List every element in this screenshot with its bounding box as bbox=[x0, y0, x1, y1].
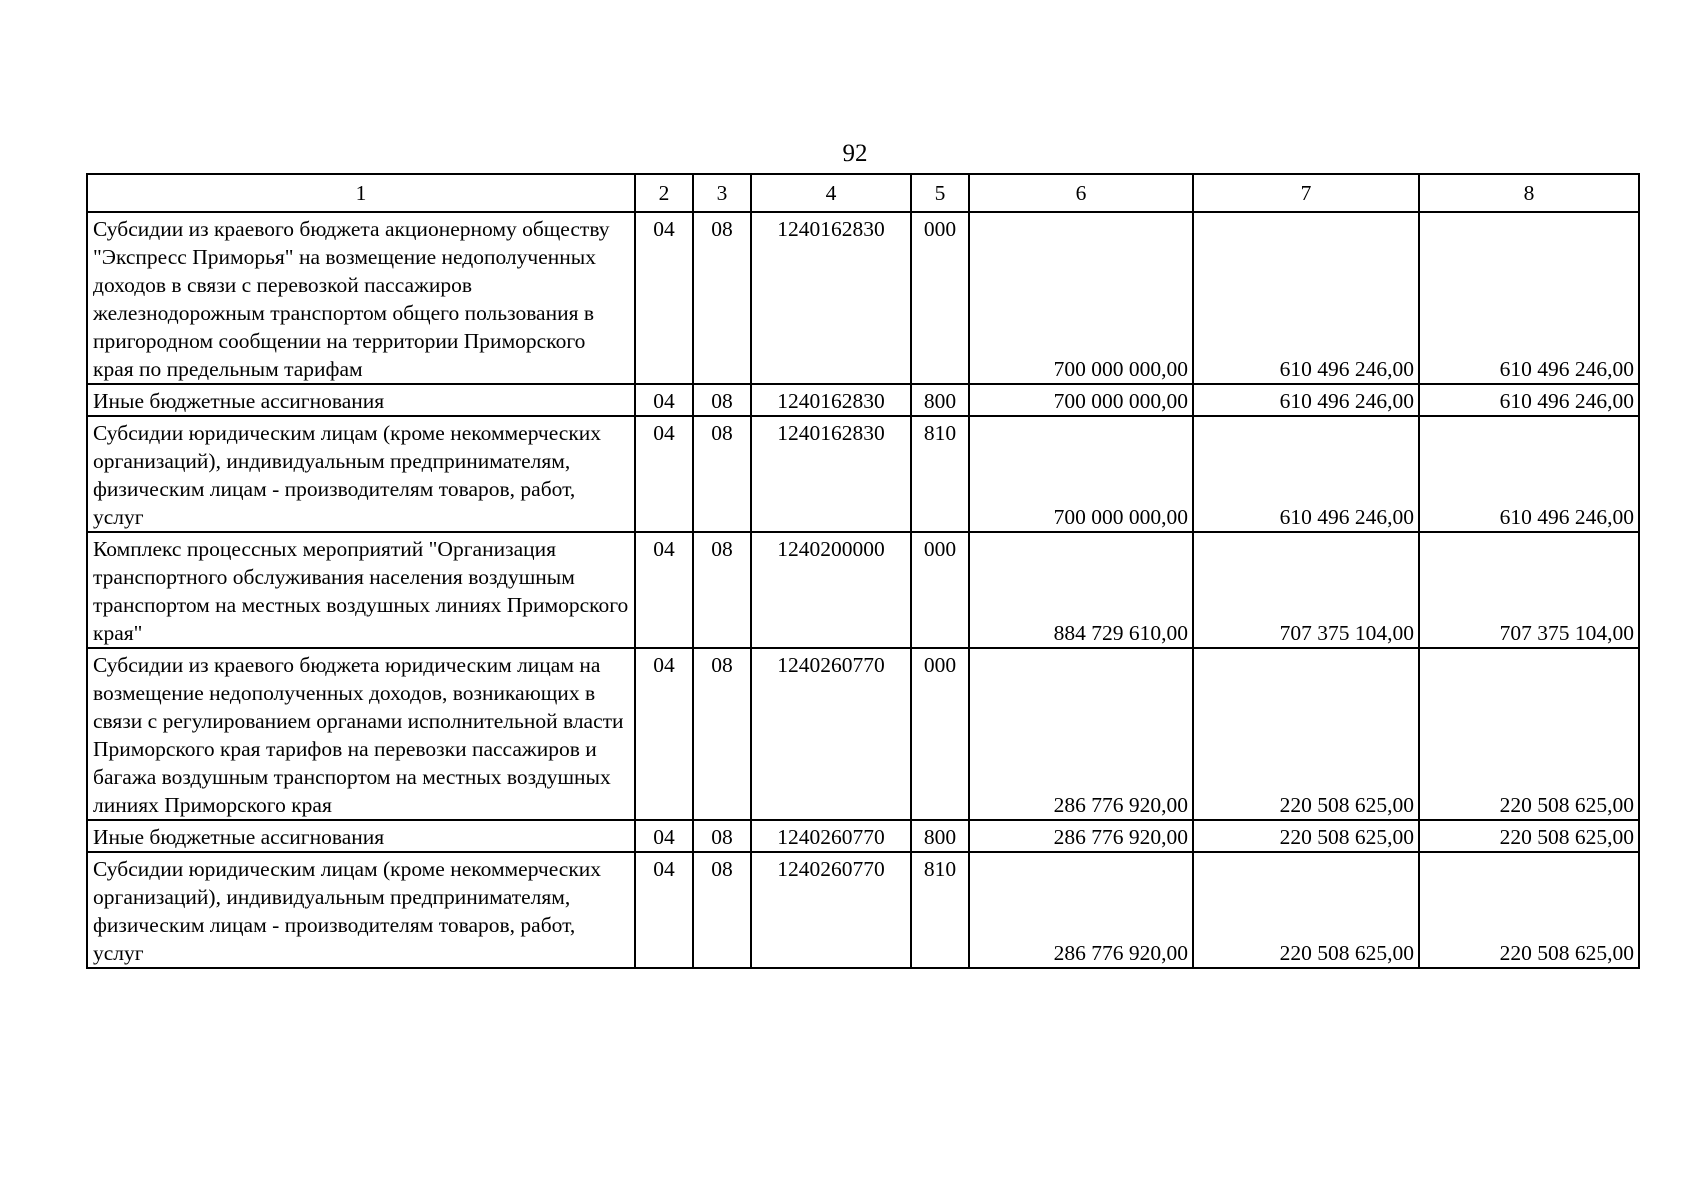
expense-type-code: 800 bbox=[911, 384, 969, 416]
amount-col-6: 286 776 920,00 bbox=[969, 648, 1193, 820]
amount-col-7: 610 496 246,00 bbox=[1193, 384, 1419, 416]
amount-col-6: 700 000 000,00 bbox=[969, 384, 1193, 416]
table-row bbox=[87, 212, 1639, 384]
amount-col-8: 707 375 104,00 bbox=[1419, 532, 1639, 648]
column-header-8: 8 bbox=[1419, 174, 1639, 212]
row-name: Иные бюджетные ассигнования bbox=[87, 384, 635, 416]
row-name: Комплекс процессных мероприятий "Организация транспортного обслуживания населения воздушным транспортом на местных воздушных линиях Приморского края" bbox=[87, 532, 635, 648]
section-code: 04 bbox=[635, 416, 693, 532]
section-code: 04 bbox=[635, 384, 693, 416]
target-article-code: 1240260770 bbox=[751, 648, 911, 820]
amount-col-7: 220 508 625,00 bbox=[1193, 648, 1419, 820]
subsection-code: 08 bbox=[693, 532, 751, 648]
section-code: 04 bbox=[635, 212, 693, 384]
header-row bbox=[87, 174, 1639, 212]
amount-col-6: 700 000 000,00 bbox=[969, 416, 1193, 532]
table-row bbox=[87, 384, 1639, 416]
expense-type-code: 800 bbox=[911, 820, 969, 852]
section-code: 04 bbox=[635, 648, 693, 820]
section-code: 04 bbox=[635, 852, 693, 968]
column-header-3: 3 bbox=[693, 174, 751, 212]
amount-col-8: 220 508 625,00 bbox=[1419, 648, 1639, 820]
target-article-code: 1240260770 bbox=[751, 852, 911, 968]
subsection-code: 08 bbox=[693, 416, 751, 532]
table-row bbox=[87, 416, 1639, 532]
amount-col-6: 700 000 000,00 bbox=[969, 212, 1193, 384]
section-code: 04 bbox=[635, 820, 693, 852]
target-article-code: 1240162830 bbox=[751, 212, 911, 384]
subsection-code: 08 bbox=[693, 820, 751, 852]
subsection-code: 08 bbox=[693, 384, 751, 416]
target-article-code: 1240162830 bbox=[751, 384, 911, 416]
target-article-code: 1240162830 bbox=[751, 416, 911, 532]
amount-col-7: 707 375 104,00 bbox=[1193, 532, 1419, 648]
column-header-4: 4 bbox=[751, 174, 911, 212]
amount-col-6: 286 776 920,00 bbox=[969, 820, 1193, 852]
amount-col-7: 220 508 625,00 bbox=[1193, 820, 1419, 852]
table-row bbox=[87, 648, 1639, 820]
expense-type-code: 000 bbox=[911, 532, 969, 648]
target-article-code: 1240260770 bbox=[751, 820, 911, 852]
budget-table bbox=[86, 173, 1640, 969]
amount-col-8: 220 508 625,00 bbox=[1419, 852, 1639, 968]
amount-col-7: 610 496 246,00 bbox=[1193, 212, 1419, 384]
row-name: Субсидии юридическим лицам (кроме некоммерческих организаций), индивидуальным предпринимателям, физическим лицам - производителям товаров, работ, услуг bbox=[87, 416, 635, 532]
amount-col-6: 884 729 610,00 bbox=[969, 532, 1193, 648]
amount-col-8: 610 496 246,00 bbox=[1419, 384, 1639, 416]
table-row bbox=[87, 532, 1639, 648]
amount-col-7: 610 496 246,00 bbox=[1193, 416, 1419, 532]
amount-col-8: 220 508 625,00 bbox=[1419, 820, 1639, 852]
target-article-code: 1240200000 bbox=[751, 532, 911, 648]
amount-col-6: 286 776 920,00 bbox=[969, 852, 1193, 968]
column-header-1: 1 bbox=[87, 174, 635, 212]
row-name: Субсидии из краевого бюджета акционерному обществу "Экспресс Приморья" на возмещение недополученных доходов в связи с перевозкой пассажиров железнодорожным транспортом общего пользования в пригородном сообщении на территории Приморского края по предельным тарифам bbox=[87, 212, 635, 384]
subsection-code: 08 bbox=[693, 852, 751, 968]
expense-type-code: 000 bbox=[911, 212, 969, 384]
subsection-code: 08 bbox=[693, 648, 751, 820]
column-header-2: 2 bbox=[635, 174, 693, 212]
row-name: Субсидии юридическим лицам (кроме некоммерческих организаций), индивидуальным предпринимателям, физическим лицам - производителям товаров, работ, услуг bbox=[87, 852, 635, 968]
section-code: 04 bbox=[635, 532, 693, 648]
amount-col-8: 610 496 246,00 bbox=[1419, 212, 1639, 384]
expense-type-code: 810 bbox=[911, 852, 969, 968]
page-number: 92 bbox=[842, 140, 868, 167]
column-header-7: 7 bbox=[1193, 174, 1419, 212]
table-row bbox=[87, 852, 1639, 968]
expense-type-code: 000 bbox=[911, 648, 969, 820]
amount-col-8: 610 496 246,00 bbox=[1419, 416, 1639, 532]
column-header-6: 6 bbox=[969, 174, 1193, 212]
table-row bbox=[87, 820, 1639, 852]
row-name: Субсидии из краевого бюджета юридическим лицам на возмещение недополученных доходов, возникающих в связи с регулированием органами исполнительной власти Приморского края тарифов на перевозки пассажиров и багажа воздушным транспортом на местных воздушных линиях Приморского края bbox=[87, 648, 635, 820]
subsection-code: 08 bbox=[693, 212, 751, 384]
row-name: Иные бюджетные ассигнования bbox=[87, 820, 635, 852]
expense-type-code: 810 bbox=[911, 416, 969, 532]
amount-col-7: 220 508 625,00 bbox=[1193, 852, 1419, 968]
column-header-5: 5 bbox=[911, 174, 969, 212]
